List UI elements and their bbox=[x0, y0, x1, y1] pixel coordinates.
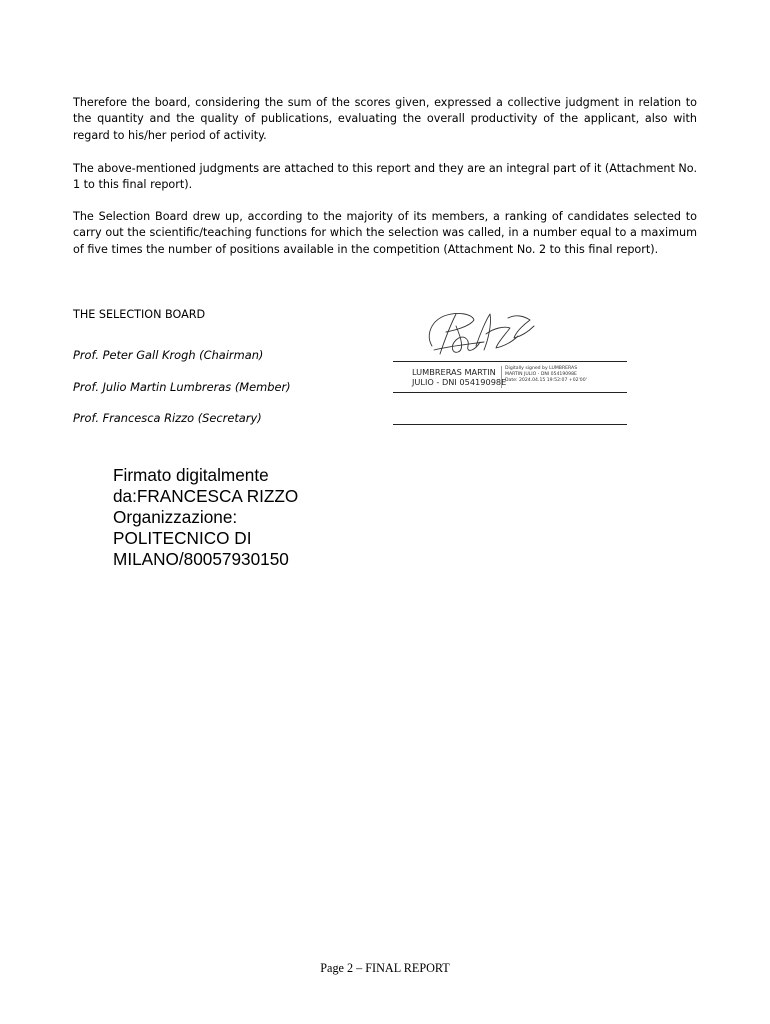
member-chairman: Prof. Peter Gall Krogh (Chairman) bbox=[73, 348, 264, 362]
handwritten-signature bbox=[420, 306, 540, 362]
stamp-line: MILANO/80057930150 bbox=[113, 549, 289, 569]
page-footer: Page 2 – FINAL REPORT bbox=[320, 961, 450, 975]
signature-line-member bbox=[393, 392, 627, 393]
digital-signature-divider bbox=[501, 366, 502, 388]
selection-board-heading: THE SELECTION BOARD bbox=[73, 308, 206, 321]
member-secretary: Prof. Francesca Rizzo (Secretary) bbox=[73, 411, 262, 425]
digital-signature-info bbox=[505, 366, 627, 383]
stamp-line: Firmato digitalmente bbox=[113, 465, 269, 485]
paragraph-ranking: The Selection Board drew up, according to the majority of its members, a ranking of candidates selected to carry out the scientific/teaching functions for which the selection was called, in a number equal to a maximum of five times the number of positions available in the competition (Attachment No. 2 to this final report). bbox=[73, 210, 697, 256]
signature-line-secretary bbox=[393, 424, 627, 425]
digital-signature-name bbox=[412, 367, 507, 387]
paragraph-board-judgment: Therefore the board, considering the sum of the scores given, expressed a collective judgment in relation to the quantity and the quality of publications, evaluating the overall productivity of the applicant, also with regard to his/her period of activity. bbox=[73, 96, 697, 142]
stamp-line: Organizzazione: bbox=[113, 507, 238, 527]
paragraph-attachment-1: The above-mentioned judgments are attached to this report and they are an integral part of it (Attachment No. 1 to this final report). bbox=[73, 162, 697, 192]
digital-signature-info-line: Date: 2024.04.15 19:52:07 +02'00' bbox=[505, 377, 587, 383]
member-member: Prof. Julio Martin Lumbreras (Member) bbox=[73, 380, 291, 394]
stamp-line: da:FRANCESCA RIZZO bbox=[113, 486, 299, 506]
digital-signature-info-line: MARTIN JULIO - DNI 05419098E bbox=[505, 371, 577, 377]
digital-signature-name-line: JULIO - DNI 05419098E bbox=[412, 377, 507, 387]
digital-signature-name-line: LUMBRERAS MARTIN bbox=[412, 367, 496, 377]
stamp-line: POLITECNICO DI bbox=[113, 528, 252, 548]
digital-signature-info-line: Digitally signed by LUMBRERAS bbox=[505, 366, 578, 371]
digital-signature-stamp bbox=[113, 465, 298, 570]
